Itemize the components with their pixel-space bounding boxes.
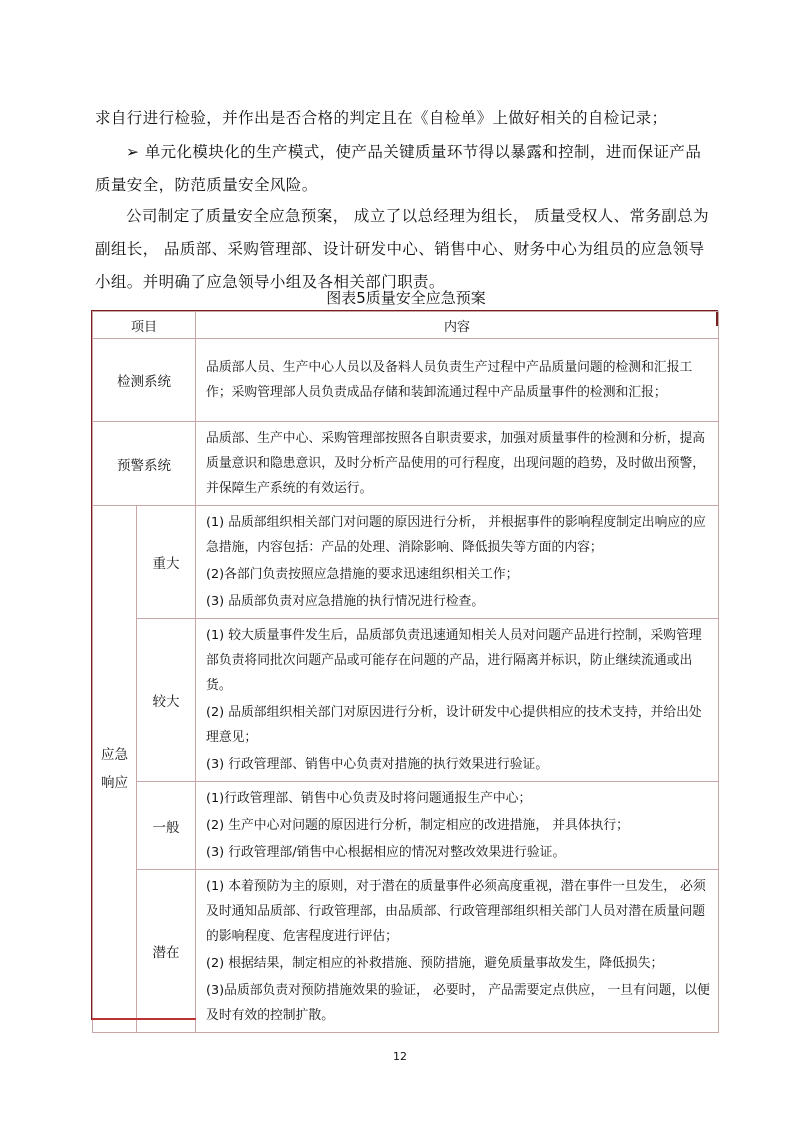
table-row-serious [93,619,719,782]
serious-item-3: (3) 行政管理部、销售中心负责对措施的执行效果进行验证。 [206,757,549,772]
table-row-warning [93,422,719,506]
table-row-detection [93,339,719,422]
paragraph-emergency-plan: 公司制定了质量安全应急预案， 成立了以总经理为组长， 质量受权人、常务副总为副组长， 品质部、采购管理部、设计研发中心、销售中心、财务中心为组员的应急领导小组。并明确了应急领导小组及各相关部门职责。 [95,207,710,291]
page-number: 12 [393,1050,407,1063]
serious-content [196,619,719,782]
general-item-2: (2) 生产中心对问题的原因进行分析，制定相应的改进措施， 并具体执行； [206,818,629,833]
major-content [196,506,719,619]
response-label [93,506,137,1033]
emergency-plan-table [92,311,719,1033]
potential-item-2: (2) 根据结果，制定相应的补救措施、预防措施，避免质量事故发生，降低损失； [206,956,664,971]
table-row-potential [93,870,719,1033]
paragraph-continued: 求自行进行检验，并作出是否合格的判定且在《自检单》上做好相关的自检记录； [95,109,668,127]
major-item-3: (3) 品质部负责对应急措施的执行情况进行检查。 [206,594,485,609]
header-item: 项目 [93,312,196,339]
detection-text: 品质部人员、生产中心人员以及备料人员负责生产过程中产品质量问题的检测和汇报工作；采购管理部人员负责成品存储和装卸流通过程中产品质量事件的检测和汇报； [206,360,693,400]
detection-label: 检测系统 [93,339,196,422]
detection-content [196,339,719,422]
general-item-1: (1)行政管理部、销售中心负责及时将问题通报生产中心； [206,791,532,806]
table-row-general [93,782,719,870]
major-item-2: (2)各部门负责按照应急措施的要求迅速组织相关工作； [206,567,519,582]
response-label-line2: 响应 [101,775,128,791]
paragraph-bullet-modular: ➢ 单元化模块化的生产模式，使产品关键质量环节得以暴露和控制，进而保证产品质量安全，防范质量安全风险。 [95,143,702,194]
table-bottom-border-accent [92,1018,196,1020]
major-label: 重大 [137,506,196,619]
response-label-line1: 应急 [101,747,128,763]
serious-label: 较大 [137,619,196,782]
major-item-1: (1) 品质部组织相关部门对问题的原因进行分析， 并根据事件的影响程度制定出响应的应急措施，内容包括：产品的处理、消除影响、降低损失等方面的内容； [206,515,706,555]
general-content [196,782,719,870]
potential-content [196,870,719,1033]
warning-text: 品质部、生产中心、采购管理部按照各自职责要求，加强对质量事件的检测和分析，提高质量意识和隐患意识，及时分析产品使用的可行程度，出现问题的趋势，及时做出预警， 并保障生产系统的有效运行。 [206,431,706,496]
table-caption: 图表5质量安全应急预案 [326,289,486,307]
header-content: 内容 [196,312,719,339]
warning-content [196,422,719,506]
general-label: 一般 [137,782,196,870]
potential-label: 潜在 [137,870,196,1033]
general-item-3: (3) 行政管理部/销售中心根据相应的情况对整改效果进行验证。 [206,845,566,860]
serious-item-1: (1) 较大质量事件发生后，品质部负责迅速通知相关人员对问题产品进行控制，采购管理部负责将同批次问题产品或可能存在问题的产品，进行隔离并标识，防止继续流通或出货。 [206,628,702,693]
serious-item-2: (2) 品质部组织相关部门对原因进行分析，设计研发中心提供相应的技术支持，并给出处理意见； [206,705,702,745]
table-row-major [93,506,719,619]
warning-label: 预警系统 [93,422,196,506]
table-header-row [93,312,719,339]
potential-item-3: (3)品质部负责对预防措施效果的验证， 必要时， 产品需要定点供应， 一旦有问题，以便及时有效的控制扩散。 [206,983,710,1023]
potential-item-1: (1) 本着预防为主的原则，对于潜在的质量事件必须高度重视，潜在事件一旦发生， 必须及时通知品质部、行政管理部，由品质部、行政管理部组织相关部门人员对潜在质量问题的影响程度、危害程度进行评估； [206,879,706,944]
